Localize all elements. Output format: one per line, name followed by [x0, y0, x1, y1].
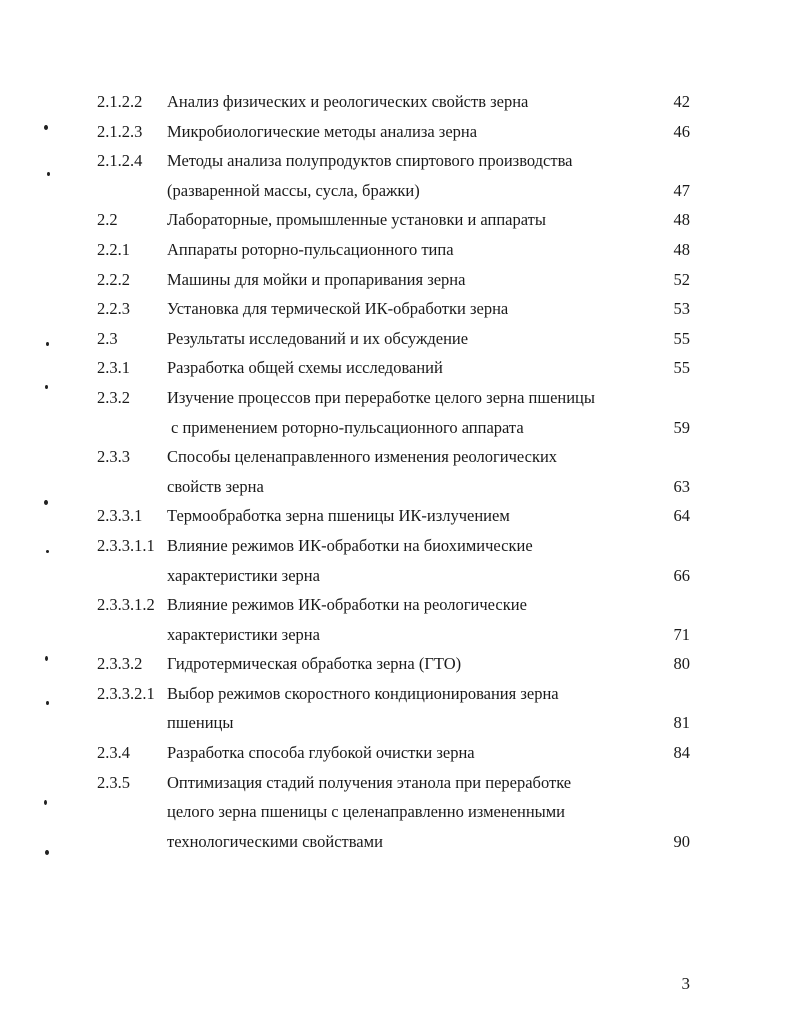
scan-speck: [47, 172, 50, 176]
toc-entry-number: 2.3.3.1.1: [97, 535, 155, 555]
toc-row: [0, 649, 799, 679]
toc-entry-number: 2.3.2: [97, 387, 130, 407]
toc-entry-page: 42: [673, 92, 690, 111]
toc-entry-number: 2.3.3: [97, 447, 130, 467]
toc-entry-title: Микробиологические методы анализа зерна: [167, 121, 478, 141]
toc-entry-number: 2.3.5: [97, 772, 130, 792]
toc-entry-title: целого зерна пшеницы с целенаправленно измененными: [167, 802, 566, 822]
toc-row: [0, 413, 799, 443]
toc-entry-number: 2.3.3.2.1: [97, 683, 155, 703]
toc-entry-title: Способы целенаправленного изменения реологических: [167, 447, 558, 467]
toc-entry-number: 2.1.2.3: [97, 121, 143, 141]
toc-entry-page: 80: [673, 654, 690, 674]
toc-row: [0, 797, 799, 827]
toc-entry-title: свойств зерна: [167, 476, 264, 496]
toc-row: [0, 205, 799, 235]
toc-entry-title: характеристики зерна: [167, 565, 320, 585]
toc-entry-number: 2.3.3.2: [97, 654, 143, 674]
toc-row: [0, 708, 799, 738]
toc-entry-title: пшеницы: [167, 713, 234, 733]
toc-entry-page: 90: [673, 831, 690, 851]
scan-speck: [46, 701, 49, 705]
toc-row: [0, 768, 799, 798]
toc-entry-title: Влияние режимов ИК-обработки на биохимические: [167, 535, 533, 555]
scan-speck: [45, 656, 48, 661]
toc-row: [0, 176, 799, 206]
toc-entry-page: 47: [673, 180, 690, 200]
toc-row: [0, 324, 799, 354]
toc-entry-title: характеристики зерна: [167, 624, 320, 644]
toc-row: [0, 294, 799, 324]
toc-row: [0, 561, 799, 591]
toc-entry-page: 64: [673, 506, 690, 526]
toc-entry-title: Разработка способа глубокой очистки зерна: [167, 743, 475, 763]
toc-row: [0, 679, 799, 709]
scan-speck: [45, 850, 49, 855]
toc-row: [0, 353, 799, 383]
toc-entry-number: 2.2.3: [97, 299, 130, 319]
toc-entry-title: Изучение процессов при переработке целого зерна пшеницы: [167, 387, 595, 407]
toc-entry-number: 2.2: [97, 210, 118, 230]
toc-row: [0, 442, 799, 472]
page-number: 3: [681, 974, 690, 993]
toc-entry-title: Анализ физических и реологических свойств зерна: [167, 92, 529, 111]
toc-entry-number: 2.2.1: [97, 239, 130, 259]
toc-entry-page: 48: [673, 210, 690, 230]
toc-entry-title: Влияние режимов ИК-обработки на реологические: [167, 595, 527, 615]
toc-row: [0, 265, 799, 295]
toc-row: [0, 87, 799, 117]
toc-entry-title: Методы анализа полупродуктов спиртового производства: [167, 151, 573, 171]
toc-entry-title: Оптимизация стадий получения этанола при переработке: [167, 772, 572, 792]
toc-entry-title: Лабораторные, промышленные установки и аппараты: [167, 210, 546, 230]
toc-entry-page: 59: [673, 417, 690, 437]
scan-speck: [46, 550, 49, 553]
toc-entry-title: Термообработка зерна пшеницы ИК-излучением: [167, 506, 510, 526]
toc-entry-number: 2.1.2.2: [97, 92, 143, 111]
toc-entry-title: (разваренной массы, сусла, бражки): [167, 180, 420, 200]
toc-entry-page: 55: [673, 328, 690, 348]
toc-entry-title: Выбор режимов скоростного кондиционирования зерна: [167, 683, 559, 703]
toc-entry-page: 84: [673, 743, 690, 763]
toc-entry-page: 66: [673, 565, 690, 585]
toc-entry-page: 55: [673, 358, 690, 378]
toc-entry-number: 2.3.1: [97, 358, 130, 378]
toc-entry-number: 2.3.4: [97, 743, 130, 763]
toc-entry-page: 53: [673, 299, 690, 319]
toc-entry-title: технологическими свойствами: [167, 831, 383, 851]
toc-entry-title: Аппараты роторно-пульсационного типа: [167, 239, 454, 259]
toc-entry-number: 2.3.3.1.2: [97, 595, 155, 615]
toc-row: [0, 827, 799, 857]
toc-row: [0, 501, 799, 531]
toc-row: [0, 620, 799, 650]
toc-row: [0, 472, 799, 502]
toc-row: [0, 738, 799, 768]
toc-entry-page: 71: [673, 624, 690, 644]
toc-entry-title: с применением роторно-пульсационного аппарата: [171, 417, 524, 437]
toc-entry-page: 48: [673, 239, 690, 259]
toc-entry-page: 46: [673, 121, 690, 141]
scan-speck: [45, 385, 48, 389]
toc-entry-page: 52: [673, 269, 690, 289]
scan-speck: [44, 800, 47, 805]
toc-row: [0, 235, 799, 265]
toc-entry-number: 2.3.3.1: [97, 506, 143, 526]
scan-speck: [44, 125, 48, 130]
toc-entry-page: 63: [673, 476, 690, 496]
toc-entry-number: 2.2.2: [97, 269, 130, 289]
toc-entry-number: 2.1.2.4: [97, 151, 143, 171]
scan-speck: [44, 500, 48, 505]
scan-speck: [46, 342, 49, 346]
toc-entry-title: Разработка общей схемы исследований: [167, 358, 443, 378]
toc-row: [0, 531, 799, 561]
toc-row: [0, 383, 799, 413]
toc-entry-title: Результаты исследований и их обсуждение: [167, 328, 469, 348]
toc-entry-title: Машины для мойки и пропаривания зерна: [167, 269, 466, 289]
toc-entry-page: 81: [673, 713, 690, 733]
toc-entry-title: Установка для термической ИК-обработки зерна: [167, 299, 509, 319]
toc-row: [0, 146, 799, 176]
toc-entry-title: Гидротермическая обработка зерна (ГТО): [167, 654, 462, 674]
toc-row: [0, 117, 799, 147]
toc-entry-number: 2.3: [97, 328, 118, 348]
table-of-contents: [0, 87, 799, 856]
toc-row: [0, 590, 799, 620]
